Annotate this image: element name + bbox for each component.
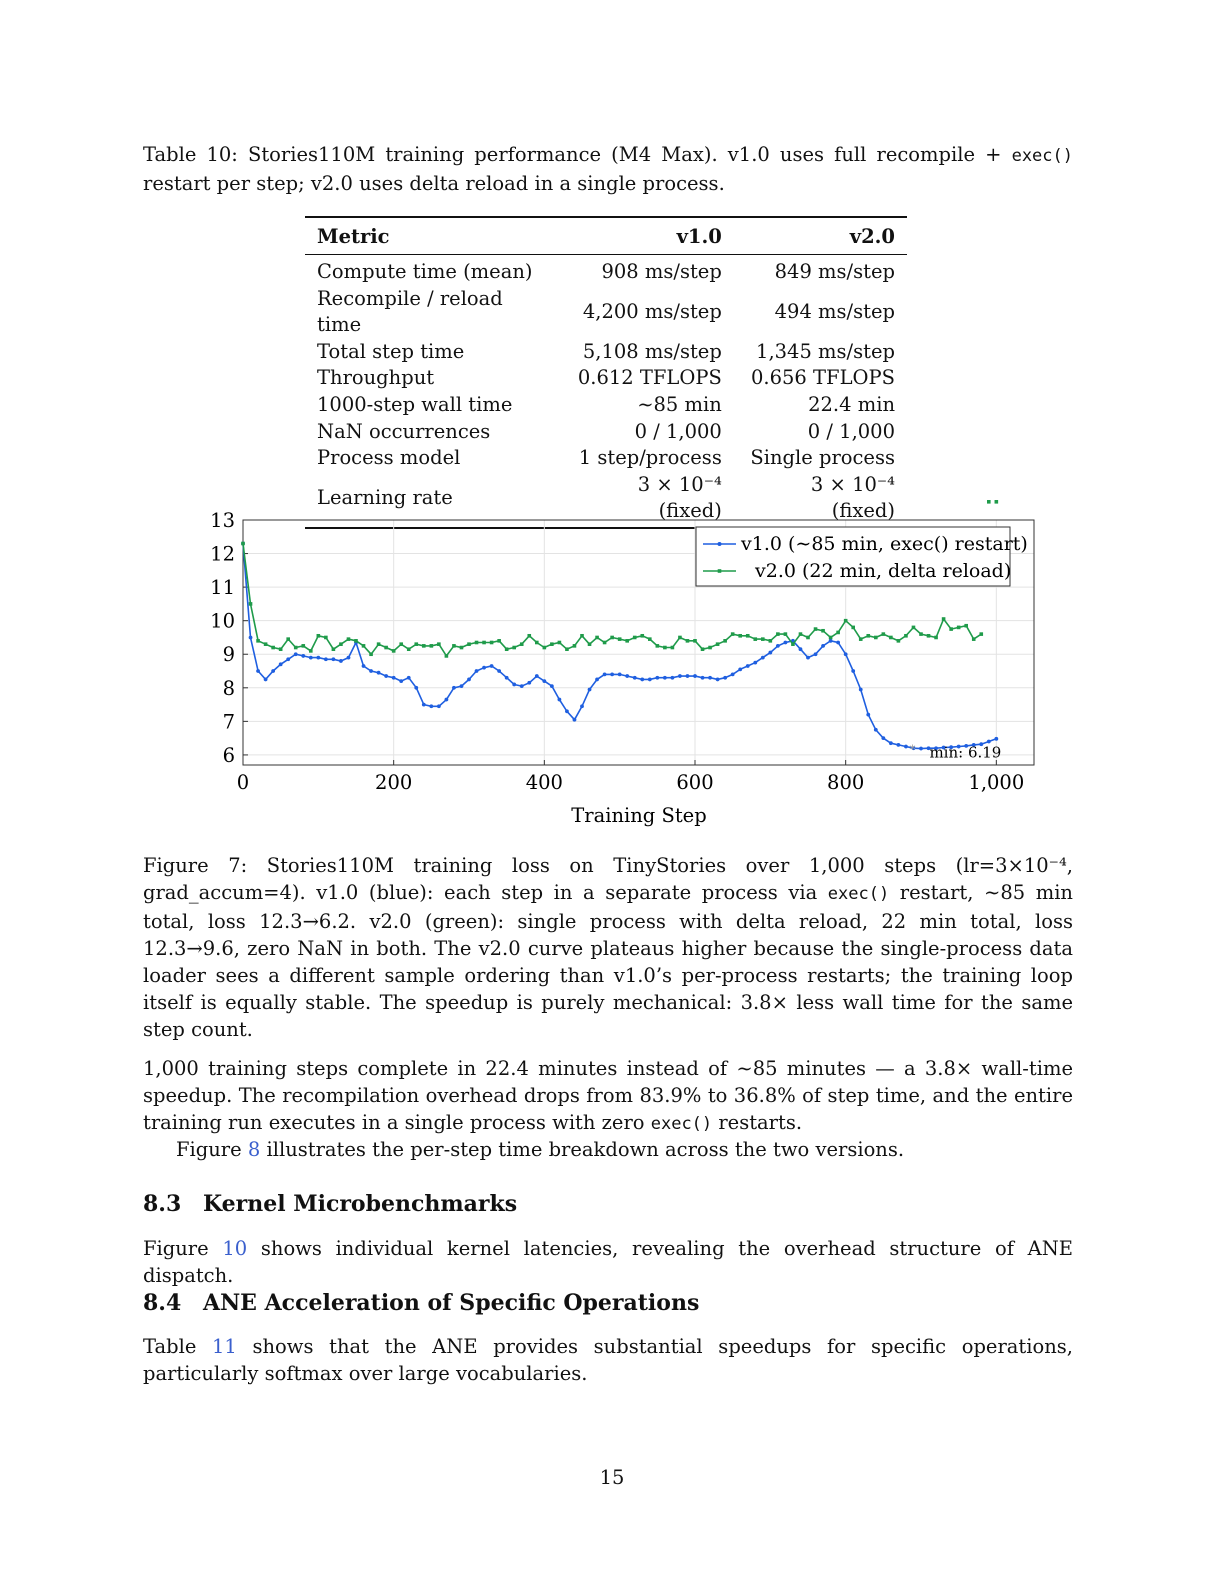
y-tick-label: 10: [210, 609, 235, 633]
figure-caption-text: Figure 7: Stories110M training loss on TinyStories over 1,000 steps (lr=3×10⁻⁴, grad_accum=4). v1.0 (blue): each step in a separate process via: [143, 854, 1073, 904]
data-point: [784, 641, 788, 645]
column-header: Metric: [305, 217, 558, 255]
data-point: [392, 676, 396, 680]
data-point: [866, 713, 870, 717]
data-point: [527, 634, 531, 638]
data-point: [716, 678, 720, 682]
section-title: Kernel Microbenchmarks: [203, 1191, 518, 1217]
column-header: v1.0: [558, 217, 734, 255]
table-cell: 849 ms/step: [774, 260, 895, 283]
data-point: [957, 626, 961, 630]
data-point: [369, 669, 373, 673]
table-cell: ∼85 min: [637, 392, 722, 416]
figure-caption-text-end: restart, ∼85 min total, loss 12.3→6.2. v2.0 (green): single process with delta reload, 22 min total, loss 12.3→9.6, zero NaN in both. The v2.0 curve plateaus higher because the single-process data loader sees a different sample ordering than v1.0’s per-process restarts; the training loop itself is equally stable. The speedup is purely mechanical: 3.8× less wall time for the same step count.: [143, 881, 1073, 1041]
section-title: ANE Acceleration of Specific Operations: [203, 1290, 700, 1316]
table-cell: Learning rate: [305, 472, 558, 528]
paragraph-text: 1,000 training steps complete in 22.4 minutes instead of ∼85 minutes — a 3.8× wall-time speedup. The recompilation overhead drops from 83.9% to 36.8% of step time, and the entire training run executes in a single process with zero: [143, 1057, 1073, 1134]
data-point: [829, 639, 833, 643]
metrics-table: [305, 216, 907, 529]
data-point: [851, 626, 855, 630]
data-point: [927, 634, 931, 638]
legend-label: v1.0 (∼85 min, exec() restart): [741, 533, 1028, 555]
data-point: [723, 639, 727, 643]
data-point: [799, 647, 803, 651]
data-point: [814, 627, 818, 631]
paragraph-text: illustrates the per-step time breakdown across the two versions.: [260, 1138, 905, 1161]
table-cell: Total step time: [317, 339, 465, 363]
data-point: [309, 656, 313, 660]
paragraph-speedup: [143, 1055, 1073, 1138]
data-point: [354, 639, 358, 643]
data-point: [324, 657, 328, 661]
section-number: 8.3: [143, 1191, 182, 1217]
data-point: [241, 542, 245, 546]
table-cell: 22.4 min: [808, 392, 895, 416]
data-point: [640, 678, 644, 682]
data-point: [384, 646, 388, 650]
data-point: [821, 629, 825, 633]
data-point: [565, 647, 569, 651]
data-point: [249, 602, 253, 606]
data-point: [512, 646, 516, 650]
data-point: [678, 636, 682, 640]
data-point: [422, 703, 426, 707]
data-point: [286, 637, 290, 641]
table-11-link[interactable]: 11: [212, 1335, 237, 1358]
data-point: [414, 642, 418, 646]
table-cell: 5,108 ms/step: [582, 339, 722, 363]
page-number: 15: [599, 1466, 625, 1489]
data-point: [445, 654, 449, 658]
figure-caption: [143, 852, 1073, 1043]
table-cell: Process model: [317, 446, 461, 470]
data-point: [271, 669, 275, 673]
data-point: [995, 500, 999, 504]
data-point: [851, 669, 855, 673]
data-point: [678, 674, 682, 678]
table-cell: 0.612 TFLOPS: [577, 366, 722, 390]
data-point: [633, 636, 637, 640]
data-point: [731, 672, 735, 676]
data-point: [543, 646, 547, 650]
data-point: [776, 644, 780, 648]
data-point: [422, 644, 426, 648]
data-point: [633, 676, 637, 680]
data-point: [505, 647, 509, 651]
data-point: [407, 676, 411, 680]
data-point: [814, 652, 818, 656]
table-header-row: [305, 217, 907, 255]
data-point: [467, 642, 471, 646]
y-tick-label: 8: [222, 676, 235, 700]
paragraph-figure-ref: [143, 1136, 1073, 1163]
paragraph-kernel: [143, 1235, 1073, 1289]
data-point: [256, 669, 260, 673]
data-point: [866, 634, 870, 638]
data-point: [580, 704, 584, 708]
data-point: [625, 674, 629, 678]
data-point: [377, 671, 381, 675]
data-point: [286, 657, 290, 661]
data-point: [565, 709, 569, 713]
data-point: [746, 664, 750, 668]
data-point: [414, 686, 418, 690]
data-point: [512, 683, 516, 687]
data-point: [738, 667, 742, 671]
data-point: [912, 626, 916, 630]
data-point: [573, 644, 577, 648]
figure-8-link[interactable]: 8: [247, 1138, 261, 1161]
data-point: [437, 642, 441, 646]
data-point: [738, 634, 742, 638]
data-point: [527, 681, 531, 685]
data-point: [919, 747, 923, 751]
data-point: [806, 636, 810, 640]
data-point: [588, 642, 592, 646]
data-point: [994, 737, 998, 741]
table-cell: 1,345 ms/step: [756, 339, 895, 363]
data-point: [761, 656, 765, 660]
data-point: [836, 631, 840, 635]
data-point: [723, 676, 727, 680]
data-point: [904, 745, 908, 749]
data-point: [595, 636, 599, 640]
data-point: [618, 672, 622, 676]
table-cell: 1000-step wall time: [317, 392, 513, 416]
data-point: [271, 646, 275, 650]
inline-code: exec(): [650, 1114, 713, 1134]
data-point: [671, 676, 675, 680]
data-point: [648, 678, 652, 682]
data-point: [889, 636, 893, 640]
data-point: [339, 659, 343, 663]
data-point: [874, 728, 878, 732]
data-point: [407, 647, 411, 651]
data-point: [309, 649, 313, 653]
section-heading-8-3: [143, 1191, 517, 1217]
data-point: [784, 632, 788, 636]
table-cell: 0 / 1,000: [807, 419, 895, 443]
data-point: [972, 637, 976, 641]
paragraph-text: shows that the ANE provides substantial speedups for specific operations, particularly softmax over large vocabularies.: [143, 1335, 1073, 1385]
data-point: [256, 639, 260, 643]
data-point: [881, 736, 885, 740]
data-point: [264, 642, 268, 646]
data-point: [294, 652, 298, 656]
x-tick-label: 200: [375, 771, 413, 794]
data-point: [761, 637, 765, 641]
data-point: [452, 644, 456, 648]
data-point: [505, 676, 509, 680]
data-point: [490, 641, 494, 645]
data-point: [663, 646, 667, 650]
x-tick-label: 600: [676, 771, 714, 794]
data-point: [279, 662, 283, 666]
section-number: 8.4: [143, 1290, 182, 1316]
table-cell: Recompile / reload time: [317, 286, 503, 337]
data-point: [640, 634, 644, 638]
data-point: [445, 698, 449, 702]
x-tick-label: 400: [525, 771, 563, 794]
data-point: [324, 636, 328, 640]
table-row: [305, 392, 907, 419]
data-point: [701, 647, 705, 651]
data-point: [542, 679, 546, 683]
data-point: [558, 641, 562, 645]
table-row: [305, 419, 907, 446]
data-point: [460, 646, 464, 650]
data-point: [625, 639, 629, 643]
table-cell: 0.656 TFLOPS: [751, 366, 895, 390]
data-point: [889, 741, 893, 745]
data-point: [294, 646, 298, 650]
table-cell: 1 step/process: [578, 446, 722, 470]
table-caption-text-end: restart per step; v2.0 uses delta reload in a single process.: [143, 172, 725, 195]
data-point: [497, 669, 501, 673]
data-point: [497, 639, 501, 643]
data-point: [332, 647, 336, 651]
data-point: [339, 642, 343, 646]
x-axis-label: Training Step: [571, 804, 707, 827]
data-point: [603, 672, 607, 676]
y-tick-label: 13: [210, 509, 235, 532]
data-point: [874, 636, 878, 640]
paragraph-text: shows individual kernel latencies, revealing the overhead structure of ANE dispatch.: [143, 1237, 1073, 1287]
figure-caption-code: exec(): [827, 884, 890, 904]
paragraph-text: Figure: [143, 1237, 223, 1260]
table-row: [305, 365, 907, 392]
data-point: [520, 684, 524, 688]
data-point: [844, 652, 848, 656]
data-point: [399, 642, 403, 646]
legend-swatch-marker: [718, 569, 722, 573]
data-point: [595, 678, 599, 682]
data-point: [693, 674, 697, 678]
data-point: [482, 666, 486, 670]
figure-10-link[interactable]: 10: [222, 1237, 248, 1260]
data-point: [347, 656, 351, 660]
data-point: [550, 642, 554, 646]
data-point: [437, 704, 441, 708]
data-point: [686, 674, 690, 678]
data-point: [467, 678, 471, 682]
data-point: [317, 634, 321, 638]
data-point: [979, 632, 983, 636]
data-point: [934, 636, 938, 640]
data-point: [279, 647, 283, 651]
x-tick-label: 800: [827, 771, 865, 794]
table-caption-code: exec(): [1011, 146, 1073, 166]
data-point: [332, 657, 336, 661]
data-point: [588, 688, 592, 692]
data-point: [490, 664, 494, 668]
column-header: v2.0: [734, 217, 907, 255]
data-point: [430, 644, 434, 648]
y-tick-label: 11: [210, 576, 235, 600]
data-point: [384, 674, 388, 678]
data-point: [897, 743, 901, 747]
table-row: [305, 339, 907, 366]
data-point: [919, 632, 923, 636]
table-cell: Throughput: [317, 366, 435, 390]
data-point: [475, 669, 479, 673]
data-point: [701, 676, 705, 680]
annotation-label: min: 6.19: [929, 743, 1002, 762]
data-point: [693, 639, 697, 643]
data-point: [753, 661, 757, 665]
data-point: [859, 688, 863, 692]
table-cell: 0 / 1,000: [634, 419, 722, 443]
data-point: [377, 642, 381, 646]
data-point: [836, 641, 840, 645]
data-point: [708, 646, 712, 650]
table-cell: NaN occurrences: [317, 419, 491, 443]
data-point: [806, 656, 810, 660]
paragraph-ane: [143, 1333, 1073, 1387]
annotation-marker: *: [909, 742, 916, 757]
table-cell: Compute time (mean): [317, 260, 533, 283]
y-tick-label: 9: [222, 643, 235, 667]
data-point: [671, 646, 675, 650]
data-point: [610, 672, 614, 676]
chart-annotation: [909, 743, 1001, 762]
data-point: [580, 634, 584, 638]
legend-label: v2.0 (22 min, delta reload): [755, 560, 1012, 582]
data-point: [964, 624, 968, 628]
paragraph-text: Figure: [176, 1138, 248, 1161]
y-tick-label: 7: [222, 710, 235, 734]
table-cell: Single process: [750, 446, 895, 470]
data-point: [301, 644, 305, 648]
table-cell: 908 ms/step: [601, 260, 722, 283]
data-point: [708, 676, 712, 680]
data-point: [264, 678, 268, 682]
data-point: [656, 644, 660, 648]
table-cell: 494 ms/step: [774, 299, 895, 323]
data-point: [535, 641, 539, 645]
paragraph-text: restarts.: [712, 1111, 803, 1134]
data-point: [535, 674, 539, 678]
chart-legend: [696, 527, 1028, 586]
data-point: [821, 644, 825, 648]
data-point: [716, 642, 720, 646]
data-point: [844, 619, 848, 623]
data-point: [429, 704, 433, 708]
data-point: [618, 637, 622, 641]
data-point: [610, 636, 614, 640]
data-point: [769, 639, 773, 643]
data-point: [558, 698, 562, 702]
data-point: [859, 637, 863, 641]
table-row: [305, 255, 907, 286]
data-point: [603, 641, 607, 645]
data-point: [316, 656, 320, 660]
data-point: [362, 644, 366, 648]
data-point: [475, 641, 479, 645]
data-point: [452, 686, 456, 690]
data-point: [829, 636, 833, 640]
table-caption: [143, 141, 1073, 197]
paragraph-text: Table: [143, 1335, 213, 1358]
table-row: [305, 445, 907, 472]
table-row: [305, 286, 907, 339]
x-tick-label: 1,000: [968, 771, 1025, 794]
data-point: [249, 636, 253, 640]
section-heading-8-4: [143, 1290, 699, 1316]
loss-chart: [0, 500, 1224, 840]
data-point: [776, 632, 780, 636]
data-point: [399, 679, 403, 683]
data-point: [904, 634, 908, 638]
data-point: [686, 639, 690, 643]
data-point: [460, 684, 464, 688]
data-point: [573, 718, 577, 722]
data-point: [942, 617, 946, 621]
data-point: [799, 632, 803, 636]
data-point: [882, 632, 886, 636]
data-point: [768, 651, 772, 655]
y-tick-label: 6: [222, 743, 235, 767]
data-point: [791, 642, 795, 646]
data-point: [362, 664, 366, 668]
x-tick-label: 0: [236, 771, 250, 794]
table-caption-text: Table 10: Stories110M training performance (M4 Max). v1.0 uses full recompile +: [143, 143, 1012, 166]
y-tick-label: 12: [210, 542, 235, 566]
data-point: [663, 676, 667, 680]
legend-swatch-marker: [718, 542, 722, 546]
data-point: [369, 652, 373, 656]
data-point: [731, 632, 735, 636]
data-point: [550, 684, 554, 688]
table-cell: 3 × 10⁻⁴ (fixed): [734, 472, 907, 528]
data-point: [648, 637, 652, 641]
data-point: [949, 627, 953, 631]
table-cell: 3 × 10⁻⁴ (fixed): [558, 472, 734, 528]
data-point: [520, 642, 524, 646]
data-point: [392, 649, 396, 653]
data-point: [347, 637, 351, 641]
data-point: [987, 500, 991, 504]
data-point: [897, 639, 901, 643]
data-point: [753, 637, 757, 641]
data-point: [655, 676, 659, 680]
y-axis-ticks: [210, 509, 248, 767]
data-point: [746, 634, 750, 638]
data-point: [482, 641, 486, 645]
table-cell: 4,200 ms/step: [582, 299, 722, 323]
data-point: [301, 654, 305, 658]
